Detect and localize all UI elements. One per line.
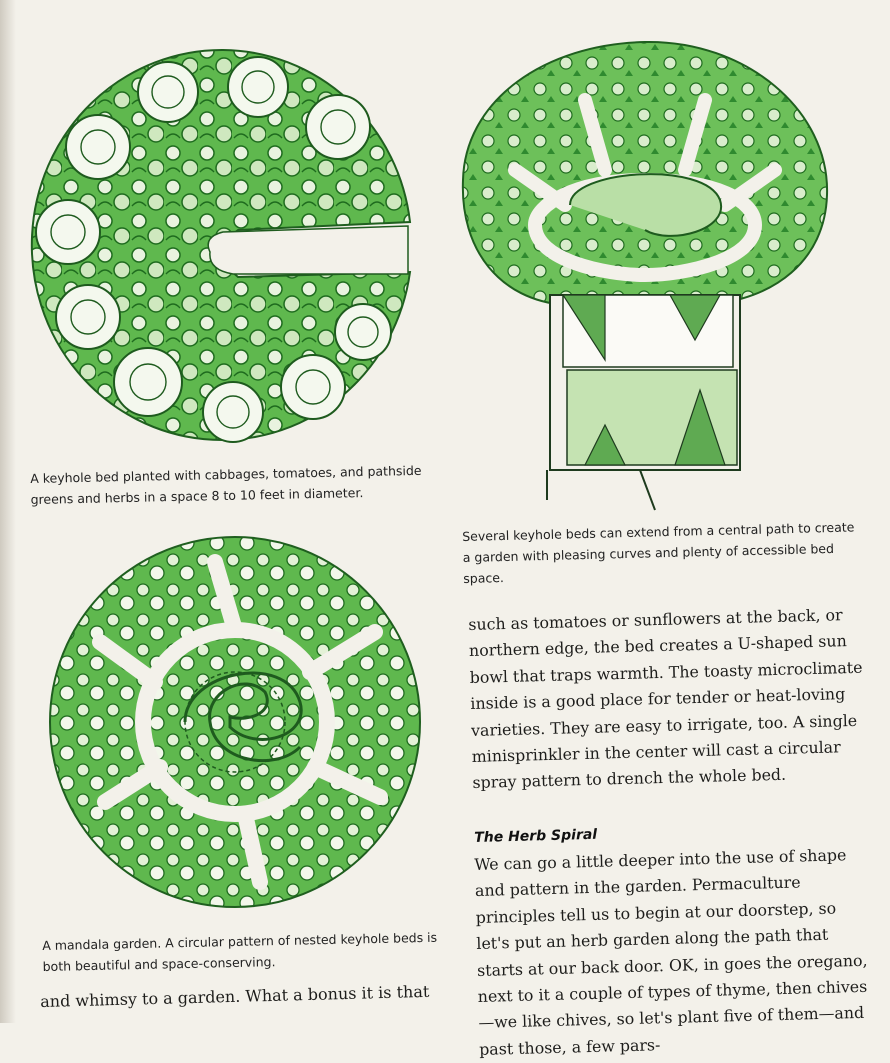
heading-herb-spiral: The Herb Spiral [474, 826, 598, 846]
caption-mandala-garden: A mandala garden. A circular pattern of nested keyhole beds is both beautiful and space-conserving. [42, 929, 438, 974]
body-fragment-bottom-left: and whimsy to a garden. What a bonus it is that [40, 981, 430, 1011]
page-spine-shadow [0, 0, 16, 1023]
keyhole-beds-central-path-illustration [455, 30, 840, 520]
paragraph-herb-spiral: We can go a little deeper into the use of shape and pattern in the garden. Permaculture principles tell us to begin at our doorstep, so let's put an herb garden along the path that starts at our back door. OK, in goes the oregano, next to it a couple of types of thyme, then chives—we like chives, so let's plant five of them—and past those, a few pars- [474, 845, 868, 1059]
caption-keyhole-beds-central-path: Several keyhole beds can extend from a central path to create a garden with pleasing curves and plenty of accessible bed space. [462, 519, 855, 586]
body-paragraph-continued [468, 602, 871, 797]
caption-keyhole-bed: A keyhole bed planted with cabbages, tomatoes, and pathside greens and herbs in a space 8 to 10 feet in diameter. [30, 462, 422, 507]
paragraph-sun-bowl: such as tomatoes or sunflowers at the back, or northern edge, the bed creates a U-shaped sun bowl that traps warmth. The toasty microclimate inside is a good place for tender or heat-loving varieties. They are easy to irrigate, too. A single minisprinkler in the center will cast a circular spray pattern to drench the whole bed. [468, 605, 863, 793]
body-paragraph-herb-spiral [474, 842, 875, 1063]
keyhole-bed-illustration [28, 42, 418, 452]
mandala-garden-illustration [45, 522, 430, 922]
